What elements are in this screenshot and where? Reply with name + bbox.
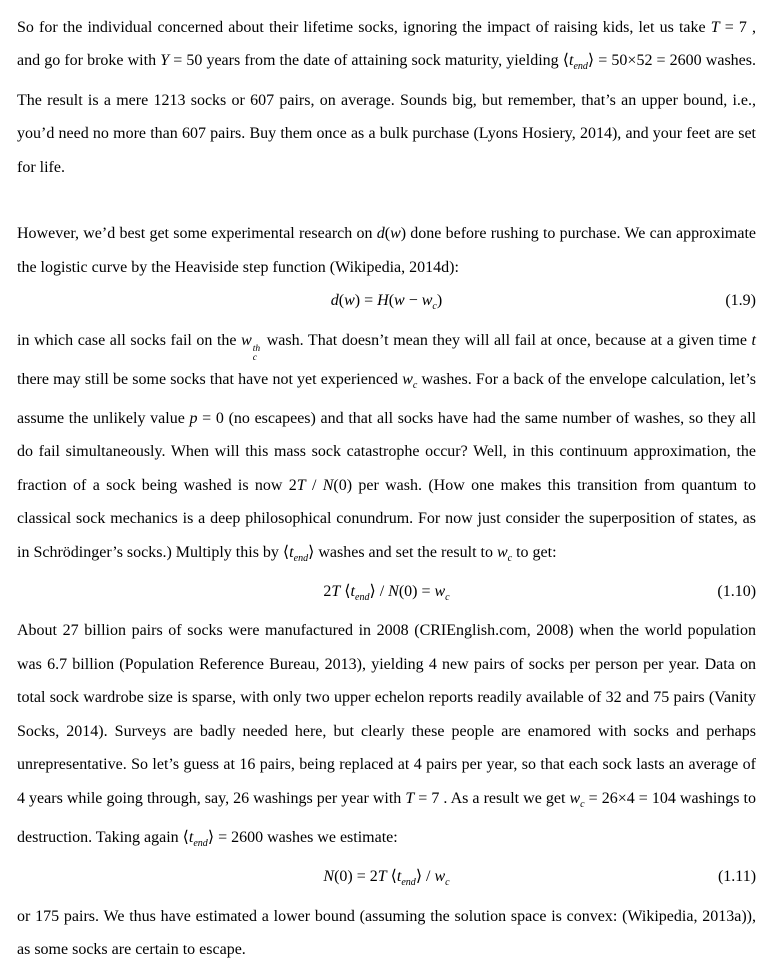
text-run: ⟨	[386, 868, 397, 886]
math-variable: w	[496, 543, 508, 561]
math-variable: t	[396, 868, 402, 886]
text-run: 2	[323, 583, 332, 601]
paragraph	[17, 900, 756, 967]
text-run: (	[388, 292, 395, 310]
math-subscript: c	[445, 592, 450, 604]
text-run: ⟩	[207, 828, 215, 846]
paragraph	[17, 614, 756, 860]
text-run: = 0 (no escapees) and that all socks have had the same number of washes, so they all do fail simultaneously. When will this mass sock catastrophe occur? Well, in this continuum approximation, the fraction of a sock being washed is now 2	[17, 410, 757, 494]
math-variable: T	[377, 868, 387, 886]
text-run: = 50 years from the date of attaining sock maturity, yielding	[169, 52, 563, 70]
equation-math	[331, 284, 442, 323]
math-subscript: end	[193, 837, 208, 849]
text-run: ⟨	[340, 583, 351, 601]
math-subscript: end	[355, 592, 370, 604]
text-run: done before rushing to purchase. We can approximate the logistic curve by the Heaviside step function (Wikipedia, 2014d):	[17, 225, 756, 276]
paragraph	[17, 11, 756, 184]
text-run: to get:	[512, 543, 557, 561]
text-run: = 26×4 = 104 washings to destruction. Taking again	[17, 789, 756, 846]
math-variable: p	[189, 410, 198, 428]
text-run: ⟩	[308, 543, 315, 561]
text-run: (0) =	[398, 583, 435, 601]
text-run: (0) per wash. (How one makes this transition from quantum to classical sock mechanics is a deep philosophical conundrum. For now just consider the superposition of states, as in Schrödinger’s socks.) Multiply this by	[17, 476, 757, 561]
math-variable: T	[710, 19, 720, 36]
math-subscript: c	[445, 877, 450, 889]
math-superscript: th	[252, 343, 261, 354]
text-run: ⟩ /	[369, 583, 389, 601]
math-variable: t	[188, 828, 194, 846]
text-run: or 175 pairs. We thus have estimated a lower bound (assuming the solution space is convex: (Wikipedia, 2013a)), as some socks are certain to escape.	[17, 907, 756, 959]
text-run: )	[400, 225, 407, 243]
text-run: washes and set the result to	[314, 543, 497, 561]
math-subscript: c	[507, 552, 513, 564]
math-variable: w	[390, 225, 401, 243]
math-variable: w	[569, 789, 581, 807]
text-run: So for the individual concerned about their lifetime socks, ignoring the impact of raising kids, let us take	[17, 19, 711, 36]
document-content	[17, 11, 756, 967]
text-run: ) =	[354, 292, 378, 310]
equation-number: (1.11)	[717, 868, 757, 886]
math-subscript: c	[580, 798, 585, 810]
text-run: )	[436, 292, 443, 310]
math-variable: w	[434, 583, 446, 601]
text-run: ⟨	[562, 52, 570, 70]
math-variable: w	[344, 292, 355, 310]
equation-row	[17, 575, 756, 614]
text-run: ⟨	[182, 828, 189, 846]
text-run: −	[404, 292, 422, 310]
math-variable: T	[405, 789, 415, 807]
text-run: (	[384, 225, 391, 243]
math-variable: w	[434, 868, 446, 886]
math-variable: w	[241, 331, 252, 349]
text-run: there may still be some socks that have not yet experienced	[17, 370, 403, 388]
equation-number: (1.9)	[725, 292, 756, 310]
math-variable: N	[388, 583, 399, 601]
paragraph	[17, 324, 756, 575]
math-variable: w	[394, 292, 405, 310]
math-subscript: c	[412, 379, 418, 391]
equation-math	[323, 860, 449, 899]
text-run: However, we’d best get some experimental research on	[17, 225, 377, 243]
math-variable: d	[376, 225, 385, 243]
math-variable: T	[331, 583, 341, 601]
math-subscript: c	[432, 301, 437, 313]
math-variable: T	[296, 476, 306, 494]
paragraph	[17, 217, 756, 284]
math-subscript: end	[573, 61, 588, 73]
text-run: About 27 billion pairs of socks were manufactured in 2008 (CRIEnglish.com, 2008) when the world population was 6.7 billion (Population Reference Bureau, 2013), yielding 4 new pairs of socks per person per year. Data on total sock wardrobe size is sparse, with only two upper echelon reports readily available of 32 and 75 pairs (Vanity Socks, 2014). Surveys are badly needed here, but clearly these people are enamored with socks and perhaps unrepresentative. So let’s guess at 16 pairs, being replaced at 4 pairs per year, so that each sock lasts an average of 4 years while going through, say, 26 washings per year with	[17, 622, 756, 807]
equation-math	[323, 575, 449, 614]
text-run: /	[305, 476, 323, 494]
text-run: = 7 . As a result we get	[414, 789, 570, 807]
text-run: (0) = 2	[334, 868, 378, 886]
equation-row	[17, 860, 756, 899]
equation-row	[17, 284, 756, 323]
math-variable: d	[330, 292, 339, 310]
text-run: in which case all socks fail on the	[17, 331, 242, 349]
text-run: = 7 , and go for broke with	[17, 19, 756, 70]
math-variable: t	[569, 52, 574, 70]
math-variable: N	[323, 868, 335, 886]
text-run: ⟩ /	[415, 868, 435, 886]
math-variable: t	[751, 331, 756, 349]
math-subscript: end	[401, 877, 416, 889]
math-variable: Y	[160, 52, 170, 70]
text-run: = 2600 washes we estimate:	[214, 828, 398, 846]
text-run: = 50×52 = 2600 washes. The result is a mere 1213 socks or 607 pairs, on average. Sounds big, but remember, that’s an upper bound, i.e., you’d need no more than 607 pairs. Buy them once as a bulk purchase (Lyons Hosiery, 2014), and your feet are set for life.	[17, 52, 757, 176]
text-run: ⟩	[587, 52, 595, 70]
math-variable: N	[322, 476, 334, 494]
math-variable: w	[402, 370, 413, 388]
equation-number: (1.10)	[717, 583, 757, 601]
math-subscript: c	[252, 352, 257, 363]
math-variable: t	[350, 583, 355, 601]
math-sub-sup-stack	[253, 345, 260, 363]
text-run: washes. For a back of the envelope calculation, let’s assume the unlikely value	[17, 370, 756, 428]
math-variable: H	[377, 292, 389, 310]
math-variable: w	[421, 292, 433, 310]
math-variable: t	[289, 543, 294, 561]
text-run: (	[338, 292, 345, 310]
text-run: wash. That doesn’t mean they will all fail at once, because at a given time	[262, 331, 752, 349]
math-subscript: end	[293, 552, 309, 564]
text-run: ⟨	[282, 543, 290, 561]
